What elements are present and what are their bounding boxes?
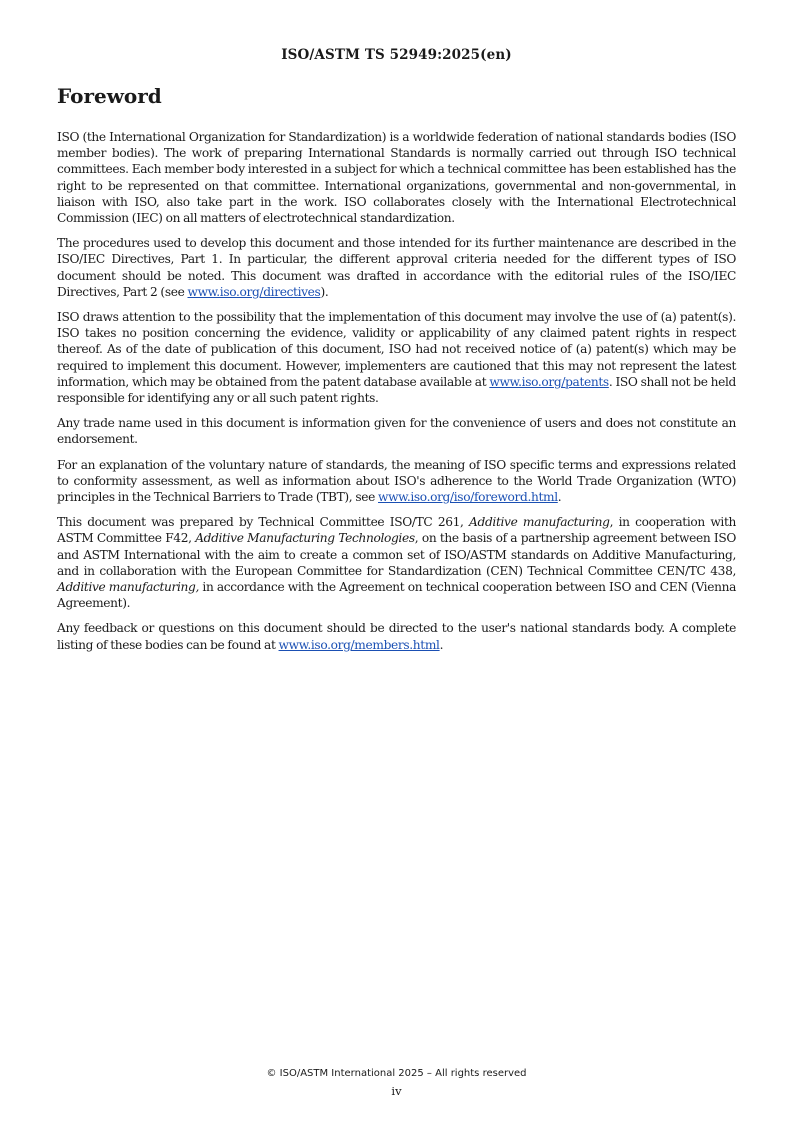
paragraph-text: ). xyxy=(320,284,329,299)
copyright-footer: © ISO/ASTM International 2025 – All rights reserved xyxy=(266,1068,527,1079)
paragraph-feedback xyxy=(57,620,736,652)
paragraph-text: , on the basis of a partnership agreement between ISO and ASTM International with the aim to create a common set of ISO/ASTM standards on Additive Manufacturing, and in collaboration with the European Committee for Standardization (CEN) Technical Committee CEN/TC 438, xyxy=(57,531,736,578)
directives-link[interactable]: www.iso.org/directives xyxy=(187,284,321,299)
paragraph-text: The procedures used to develop this document and those intended for its further maintenance are described in the ISO/IEC Directives, Part 1. In particular, the different approval criteria needed for the different types of ISO document should be noted. This document was drafted in accordance with the editorial rules of the ISO/IEC Directives, Part 2 (see xyxy=(57,236,736,299)
committee-title-cen: Additive manufacturing, xyxy=(57,580,200,595)
paragraph-text: ISO (the International Organization for Standardization) is a worldwide federation of national standards bodies (ISO member bodies). The work of preparing International Standards is normally carried out through ISO technical committees. Each member body interested in a subject for which a technical committee has been established has the right to be represented on that committee. International organizations, governmental and non-governmental, in liaison with ISO, also take part in the work. ISO collaborates closely with the International Electrotechnical Commission (IEC) on all matters of electrotechnical standardization. xyxy=(57,130,736,226)
members-link[interactable]: www.iso.org/members.html xyxy=(278,637,440,652)
paragraph-trade-name xyxy=(57,415,736,447)
paragraph-text: . ISO shall not be held responsible for identifying any or all such patent rights. xyxy=(57,374,736,406)
paragraph-committee xyxy=(57,514,736,611)
paragraph-text: Any feedback or questions on this document should be directed to the user's national standards body. A complete listing of these bodies can be found at xyxy=(57,621,736,652)
paragraph-text: in accordance with the Agreement on technical cooperation between ISO and CEN (Vienna Agreement). xyxy=(57,580,737,611)
foreword-body xyxy=(57,129,736,662)
page-number: iv xyxy=(391,1084,402,1098)
paragraph-text: For an explanation of the voluntary nature of standards, the meaning of ISO specific terms and expressions related to conformity assessment, as well as information about ISO's adherence to the World Trade Organization (WTO) principles in the Technical Barriers to Trade (TBT), see xyxy=(57,457,736,505)
committee-title-astm: Additive Manufacturing Technologies xyxy=(195,531,415,546)
document-id-header: ISO/ASTM TS 52949:2025(en) xyxy=(281,47,512,63)
foreword-link[interactable]: www.iso.org/iso/foreword.html xyxy=(378,490,558,505)
committee-title-iso: Additive manufacturing xyxy=(469,515,610,530)
paragraph-text: Any trade name used in this document is information given for the convenience of users and does not constitute an endorsement. xyxy=(57,416,736,447)
page-title: Foreword xyxy=(57,84,162,108)
paragraph-text: , in cooperation with ASTM Committee F42, xyxy=(57,515,736,546)
paragraph-iso-intro xyxy=(57,129,736,226)
paragraph-text: ISO draws attention to the possibility that the implementation of this document may involve the use of (a) patent(s). ISO takes no position concerning the evidence, validity or applicability of any claimed patent rights in respect thereof. As of the date of publication of this document, ISO had not received notice of (a) patent(s) which may be required to implement this document. However, implementers are cautioned that this may not represent the latest information, which may be obtained from the patent database available at xyxy=(57,310,736,389)
paragraph-text: . xyxy=(439,637,444,652)
paragraph-procedures xyxy=(57,235,736,300)
paragraph-text: This document was prepared by Technical Committee ISO/TC 261, xyxy=(57,515,470,530)
paragraph-text: . xyxy=(557,490,562,505)
paragraph-patents xyxy=(57,309,736,406)
paragraph-voluntary-nature xyxy=(57,457,736,506)
patents-link[interactable]: www.iso.org/patents xyxy=(489,374,609,389)
